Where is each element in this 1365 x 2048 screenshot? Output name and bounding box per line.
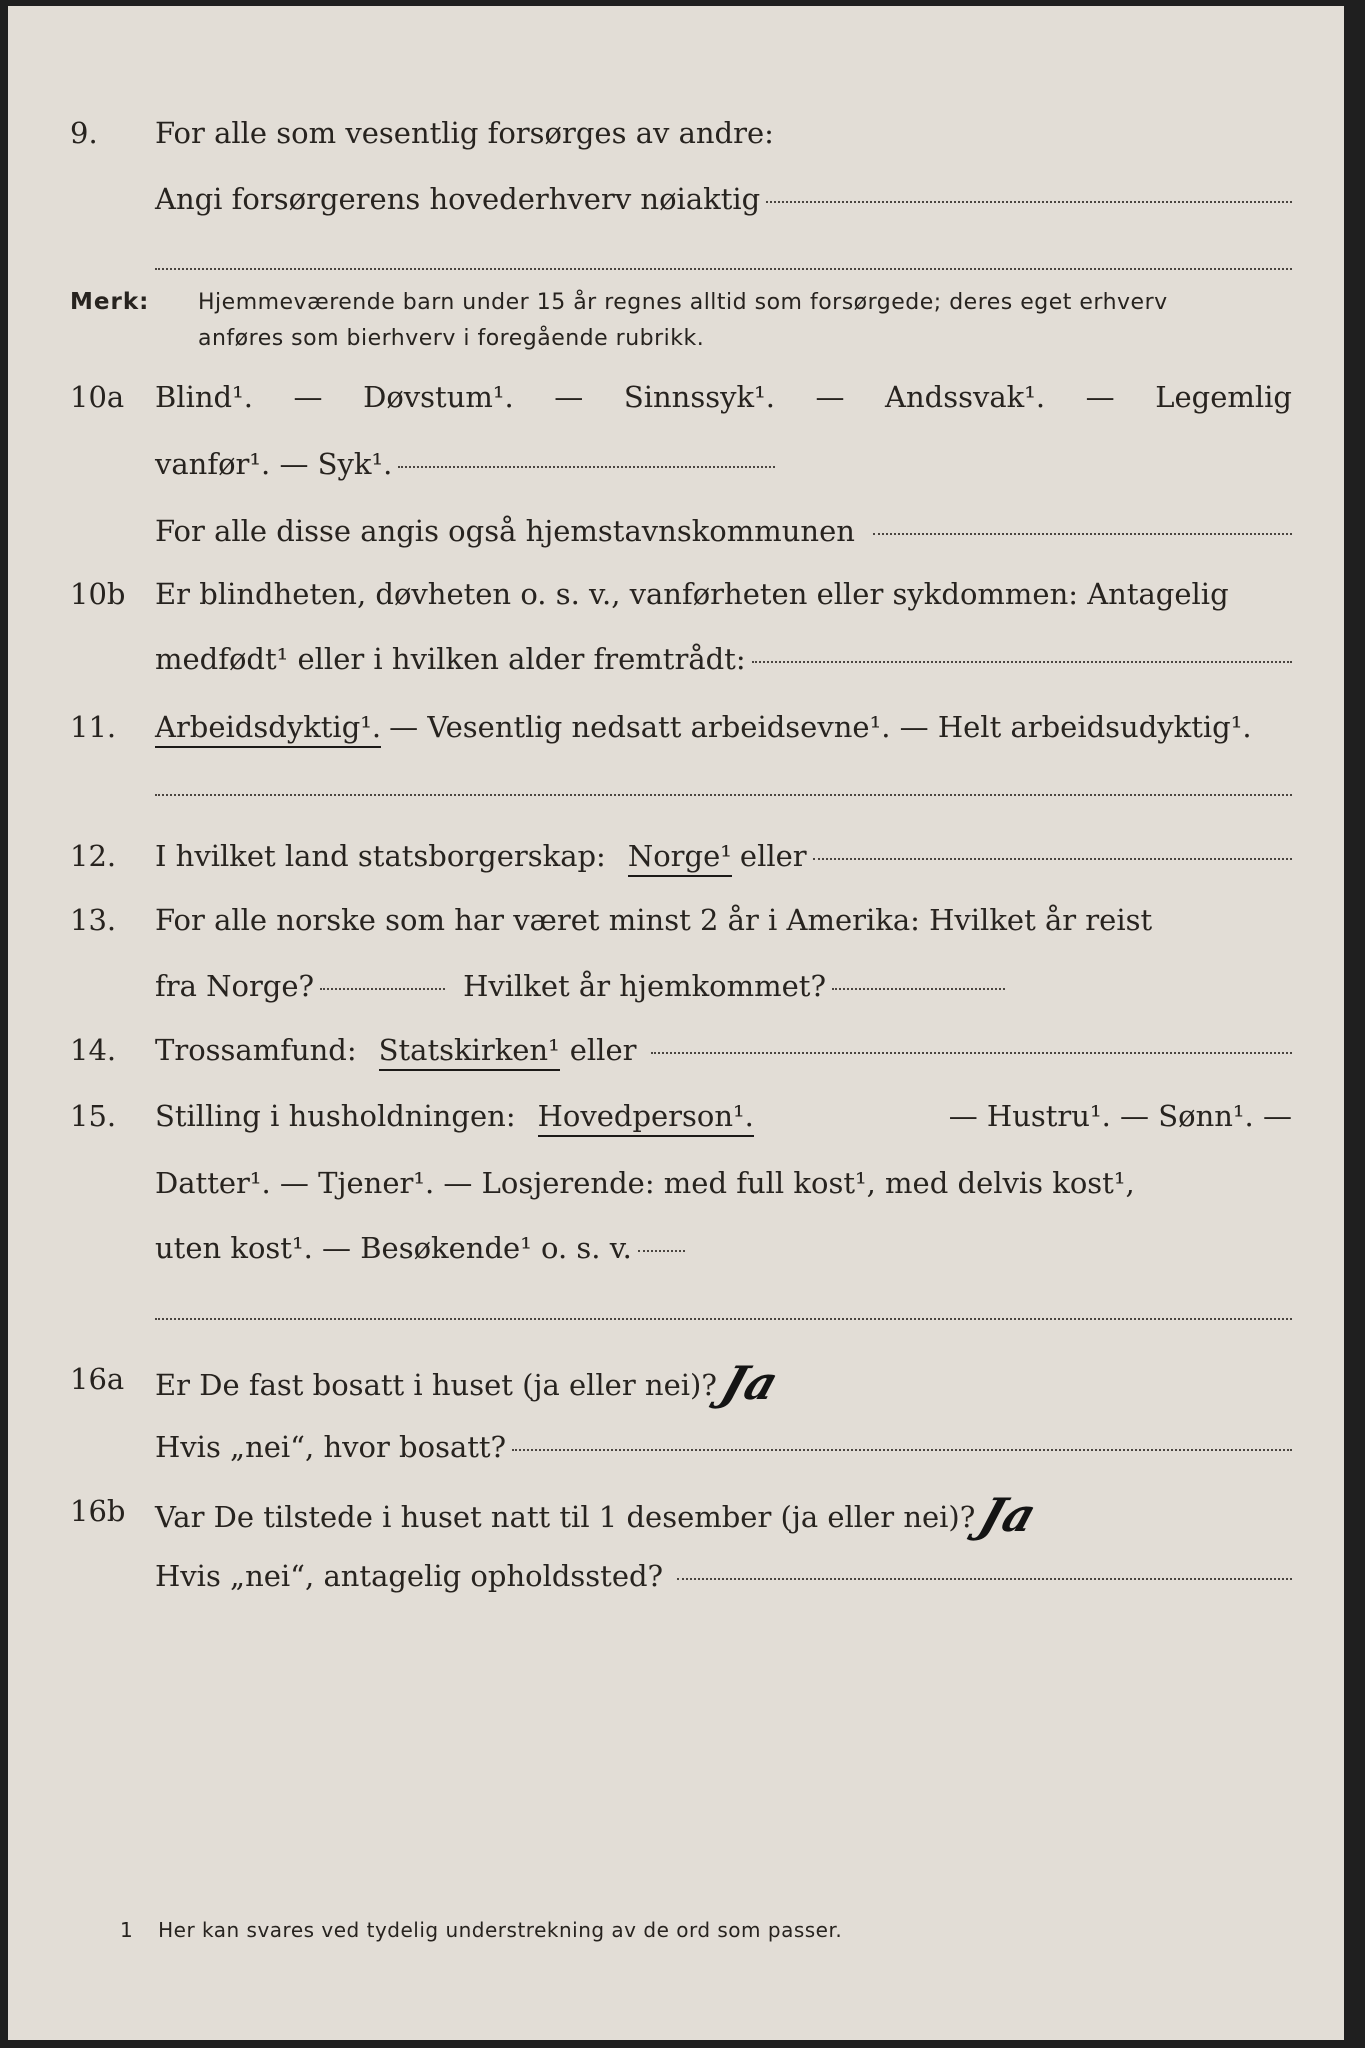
q12-label: I hvilket land statsborgerskap: bbox=[155, 839, 606, 873]
q12-eller: eller bbox=[739, 839, 807, 873]
q16a-number: 16a bbox=[70, 1362, 125, 1396]
q11-number: 11. bbox=[70, 710, 117, 744]
q13-reist-field[interactable] bbox=[320, 988, 445, 990]
q10a-syk-field[interactable] bbox=[398, 466, 775, 468]
q10b-number: 10b bbox=[70, 577, 126, 611]
q9-number: 9. bbox=[70, 116, 98, 150]
q10a-option-blind: Blind¹. bbox=[155, 380, 253, 414]
q15-option-hovedperson-underlined: Hovedperson¹. bbox=[538, 1099, 754, 1137]
q14-other-field[interactable] bbox=[651, 1052, 1293, 1054]
q10b-alder-label: medfødt¹ eller i hvilken alder fremtrådt: bbox=[155, 642, 746, 676]
q10a-option-dovstum: Døvstum¹. bbox=[363, 380, 514, 414]
q10a-hjemstavn-label: For alle disse angis også hjemstavnskommunen bbox=[155, 514, 855, 548]
footnote-mark: 1 bbox=[120, 1918, 134, 1942]
q10a-vanfor-syk: vanfør¹. — Syk¹. bbox=[155, 447, 393, 481]
merk-note-line1: Hjemmeværende barn under 15 år regnes alltid som forsørgede; deres eget erhverv bbox=[198, 290, 1168, 315]
q16b-opholdssted-field[interactable] bbox=[677, 1578, 1292, 1580]
dash: — bbox=[1085, 380, 1115, 414]
q15-number: 15. bbox=[70, 1099, 117, 1133]
q10b-alder-field[interactable] bbox=[752, 661, 1292, 663]
q12-option-norge-underlined: Norge¹ bbox=[628, 839, 732, 877]
q16b-number: 16b bbox=[70, 1494, 126, 1528]
q11-option-arbeidsdyktig-underlined: Arbeidsdyktig¹. bbox=[155, 710, 381, 748]
q13-hjemkommet-label: Hvilket år hjemkommet? bbox=[463, 969, 827, 1003]
dash: — bbox=[293, 380, 323, 414]
q15-other-field[interactable] bbox=[638, 1250, 685, 1252]
q10a-option-sinnssyk: Sinnssyk¹. bbox=[623, 380, 775, 414]
q13-number: 13. bbox=[70, 903, 117, 937]
q10b-text: Er blindheten, døvheten o. s. v., vanførheten eller sykdommen: Antagelig bbox=[155, 577, 1229, 611]
q16a-question: Er De fast bosatt i huset (ja eller nei)? bbox=[155, 1368, 717, 1402]
q10a-option-legemlig: Legemlig bbox=[1155, 380, 1292, 414]
q13-reist-label: fra Norge? bbox=[155, 969, 315, 1003]
q10a-options bbox=[155, 380, 1292, 414]
footnote-text: Her kan svares ved tydelig understrekning av de ord som passer. bbox=[158, 1918, 843, 1942]
q15-other-options: — Hustru¹. — Sønn¹. — bbox=[948, 1099, 1292, 1133]
q9-provider-field[interactable] bbox=[766, 201, 1292, 203]
q14-number: 14. bbox=[70, 1033, 117, 1067]
dash: — bbox=[554, 380, 584, 414]
q10a-option-andssvak: Andssvak¹. bbox=[885, 380, 1046, 414]
q14-label: Trossamfund: bbox=[155, 1033, 357, 1067]
q10a-hjemstavn-field[interactable] bbox=[873, 533, 1292, 535]
q9-extra-field[interactable] bbox=[155, 268, 1292, 270]
merk-note-line2: anføres som bierhverv i foregående rubrikk. bbox=[198, 326, 705, 351]
q12-other-country-field[interactable] bbox=[813, 858, 1292, 860]
q15-options-line3: uten kost¹. — Besøkende¹ o. s. v. bbox=[155, 1231, 632, 1265]
q10a-number: 10a bbox=[70, 380, 125, 414]
q9-provider-label: Angi forsørgerens hovederhverv nøiaktig bbox=[155, 182, 761, 216]
dash: — bbox=[815, 380, 845, 414]
q15-label: Stilling i husholdningen: bbox=[155, 1099, 516, 1133]
q16a-bosatt-label: Hvis „nei“, hvor bosatt? bbox=[155, 1430, 507, 1464]
merk-note bbox=[198, 285, 1292, 357]
census-form-page bbox=[8, 6, 1344, 2040]
q16a-handwritten-answer[interactable]: Ja bbox=[714, 1356, 786, 1410]
q16b-handwritten-answer[interactable]: Ja bbox=[973, 1488, 1045, 1542]
footnote bbox=[120, 1918, 842, 1942]
q11-extra-field[interactable] bbox=[155, 794, 1292, 796]
merk-label: Merk: bbox=[70, 289, 150, 315]
q12-number: 12. bbox=[70, 839, 117, 873]
q13-hjemkommet-field[interactable] bbox=[832, 988, 1005, 990]
q13-text: For alle norske som har været minst 2 år i Amerika: Hvilket år reist bbox=[155, 903, 1153, 937]
q16b-opholdssted-label: Hvis „nei“, antagelig opholdssted? bbox=[155, 1559, 664, 1593]
q15-extra-field[interactable] bbox=[155, 1318, 1292, 1320]
q14-option-statskirken-underlined: Statskirken¹ bbox=[379, 1033, 560, 1071]
q15-options-line2: Datter¹. — Tjener¹. — Losjerende: med full kost¹, med delvis kost¹, bbox=[155, 1166, 1135, 1200]
q16a-bosatt-field[interactable] bbox=[512, 1449, 1292, 1451]
q14-eller: eller bbox=[569, 1033, 637, 1067]
q11-other-options: — Vesentlig nedsatt arbeidsevne¹. — Helt arbeidsudyktig¹. bbox=[389, 710, 1252, 744]
q16b-question: Var De tilstede i huset natt til 1 desember (ja eller nei)? bbox=[155, 1500, 976, 1534]
q9-text: For alle som vesentlig forsørges av andre: bbox=[155, 116, 774, 150]
